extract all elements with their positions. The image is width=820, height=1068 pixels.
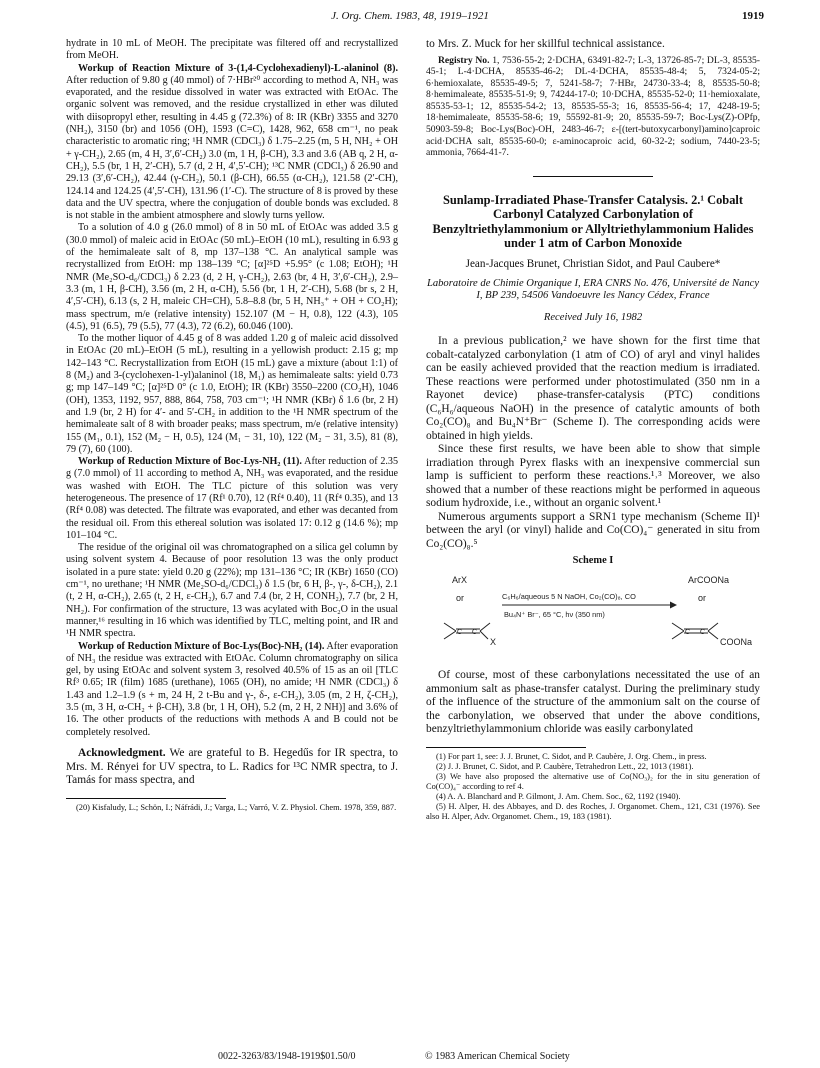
carbon-label: C bbox=[472, 629, 478, 637]
section-heading: Workup of Reduction Mixture of Boc-Lys-NH₂ (11). bbox=[78, 456, 302, 468]
left-paragraph-5 bbox=[66, 456, 398, 542]
intro-paragraph-2: Since these first results, we have been able to show that simple irradiation through Pyrex flasks with an inexpensive commercial sun lamp is sufficient to perform these reactions.¹˒³ Moreover, we also showed that a number of these reactions might be performed in aqueous sodium hydroxide, i.e., without an organic solvent.¹ bbox=[426, 443, 760, 510]
arrow-head-icon bbox=[670, 602, 677, 609]
footnote-2: (2) J. J. Brunet, C. Sidot, and P. Caubère, Tetrahedron Lett., 22, 1013 (1981). bbox=[436, 761, 694, 771]
received-date: Received July 16, 1982 bbox=[543, 311, 643, 323]
carbon-label: C bbox=[700, 629, 706, 637]
registry-heading: Registry No. bbox=[438, 54, 490, 66]
paragraph-text: After reduction of 2.35 g (7.0 mmol) of 11 according to method A, NH₃ was evaporated, and the residue was washed with EtOH. The TLC picture of this solution was very heterogeneous. The presence of 17 (Rf¹ 0.70), 12 (Rf⁴ 0.40), 11 (Rf⁴ 0.35), and 13 (Rf⁴ 0.08) was detected. The filtrate was evaporated, and ether was decanted from the residual oil. From this ethereal solution was isolated 17: 0.12 g (14.6 %); mp 101–104 °C. bbox=[66, 456, 399, 541]
footnote-20: (20) Kisfaludy, L.; Schön, I.; Náfrádi, J.; Varga, L.; Varró, V. Z. Physiol. Chem. 1978, 359, 887. bbox=[76, 802, 397, 812]
footnote-rule bbox=[66, 798, 226, 799]
article-affiliation: Laboratoire de Chimie Organique I, ERA CNRS No. 476, Université de Nancy I, BP 239, 54506 Vandoeuvre les Nancy Cédex, France bbox=[426, 277, 760, 302]
section-heading: Workup of Reaction Mixture of 3-(1,4-Cyclohexadienyl)-L-alaninol (8). bbox=[78, 62, 398, 74]
page-number: 1919 bbox=[742, 10, 764, 22]
reactant-arx: ArX bbox=[452, 575, 468, 586]
scheme-1 bbox=[426, 555, 760, 665]
vinyl-halide-structure bbox=[444, 623, 490, 639]
carbon-label: C bbox=[457, 629, 463, 637]
acknowledgment-continued: to Mrs. Z. Muck for her skillful technical assistance. bbox=[426, 38, 665, 50]
vinyl-product-structure bbox=[672, 623, 718, 639]
intro-paragraph-4: Of course, most of these carbonylations necessitated the use of an ammonium salt as phase-transfer catalyst. During the preliminary study of the influence of the structure of the ammonium salt on the course of the carbonylation, we observed that under the above conditions, benzyltriethylammonium chloride was easily carbonylated bbox=[426, 669, 760, 736]
left-paragraph-6: The residue of the original oil was chromatographed on a silica gel column by using solvent system 4. Because of poor resolution 13 was the only product isolated in a pure state: yield 0.20 g (22%); mp 131–136 °C; IR (KBr) 1650 (CO) cm⁻¹, no urethane; ¹H NMR (Me₂SO-d₆/CDCl₃) δ 1.5 (br, 6 H, β-, γ-, δ-CH₂), 2.1 (t, 2 H, α-CH₂), 2.65 (t, 2 H, ε-CH₂), 6.7 and 7.4 (br, 2 H, CONH₂), 7.7 (br, 2 H, NH₂). For confirmation of the structure, 13 was acylated with Boc₂O in the usual manner,¹⁶ resulting in 16 which was identified by TLC, melting point, and IR and ¹H NMR spectra. bbox=[66, 542, 398, 640]
vinyl-halide-x: X bbox=[490, 637, 497, 648]
vinyl-product-coona: COONa bbox=[720, 637, 753, 648]
article-title: Sunlamp-Irradiated Phase-Transfer Catalysis. 2.¹ Cobalt Carbonyl Catalyzed Carbonylation of Benzyltriethylammonium or Allyltriethylammonium Halides under 1 atm of Carbon Monoxide bbox=[432, 192, 754, 251]
scheme-title: Scheme I bbox=[572, 555, 614, 567]
conditions-top: C₆H₆/aqueous 5 N NaOH, Co₂(CO)₈, CO bbox=[502, 592, 636, 602]
intro-paragraph-1: In a previous publication,² we have shown for the first time that cobalt-catalyzed carbonylation (1 atm of CO) of aryl and vinyl halides can be easily achieved provided that the reaction medium is irradiated. These reactions were performed under photostimulated (350 nm in a Rayonet device) phase-transfer-catalysis (PTC) conditions (C₆H₆/aqueous NaOH) in the presence of catalytic amounts of both Co₂(CO)₈ and Bu₄N⁺Br⁻ (Scheme I). The corresponding acids were obtained in high yields. bbox=[426, 335, 760, 442]
scheme-diagram bbox=[426, 571, 760, 663]
footnote-5: (5) H. Alper, H. des Abbayes, and D. des Roches, J. Organomet. Chem., 121, C31 (1976). See also H. Alper, Adv. Organomet. Chem., 19, 183 (1981). bbox=[426, 801, 760, 821]
product-or: or bbox=[698, 593, 707, 604]
left-paragraph-1: hydrate in 10 mL of MeOH. The precipitate was filtered off and recrystallized from MeOH. bbox=[66, 38, 398, 62]
journal-citation: J. Org. Chem. 1983, 48, 1919–1921 bbox=[331, 10, 489, 22]
section-heading: Workup of Reduction Mixture of Boc-Lys(Boc)-NH₂ (14). bbox=[78, 640, 325, 652]
copyright: © 1983 American Chemical Society bbox=[425, 1051, 570, 1062]
acknowledgment-text: We are grateful to B. Hegedűs for IR spectra, to Mrs. M. Rényei for UV spectra, to L. Radics for ¹³C NMR spectra, to J. Tamás for mass spectra, and bbox=[66, 746, 398, 787]
carbon-label: C bbox=[685, 629, 691, 637]
acknowledgment-heading: Acknowledgment. bbox=[78, 746, 166, 759]
footnote-3: (3) We have also proposed the alternative use of Co(NO₃)₂ for the in situ generation of Co(CO)₄⁻ according to ref 4. bbox=[426, 771, 760, 791]
paragraph-text: After reduction of 9.80 g (40 mmol) of 7·HBr²⁰ according to method A, NH₃ was evaporated, and the residue dissolved in water was extracted with EtOAc. The organic solvent was removed, and the residue crystallized in ether was diluted with diisopropyl ether, resulting in 4.45 g (72.3%) of 8: IR (KBr) 3355 and 3270 (NH₂), 3150 (br) and 1056 (OH), 1593 (C=C), 1428, 962, 658 cm⁻¹, no peak characteristic to aromatic ring; ¹H NMR (CDCl₃) δ 1.75–2.25 (m, 5 H, NH₂ + OH + γ-CH₂), 2.65 (m, 4 H, 3′,6′-CH₂) 3.0 (m, 1 H, β-CH), 3.3 and 3.6 (AB q, 2 H, α-CH₂), 5.5 (br, 1 H, 2′-CH), 5.7 (d, 2 H, 4′,5′-CH); ¹³C NMR (CDCl₃) δ 26.90 and 29.13 (3′,6′-CH₂), 42.44 (γ-CH₂), 50.1 (β-CH), 66.55 (α-CH₂), 121.58 (2′-CH), 124.14 and 124.25 (4′,5′-CH), 131.96 (1′-C). The structure of 8 is proved by these data and the UV spectra, where the conjugation of double bonds was excluded. 8 is not stable in the ambient atmosphere and slowly turns yellow. bbox=[66, 74, 398, 222]
conditions-bottom: Bu₄N⁺ Br⁻, 65 °C, hν (350 nm) bbox=[504, 610, 605, 620]
acknowledgment bbox=[66, 747, 398, 788]
footnote-rule bbox=[426, 747, 586, 748]
left-paragraph-7 bbox=[66, 641, 398, 739]
registry-numbers bbox=[426, 55, 760, 159]
product-arcoona: ArCOONa bbox=[688, 575, 730, 586]
registry-text: 1, 7536-55-2; 2·DCHA, 63491-82-7; L-3, 13726-85-7; DL-3, 85535-45-1; L-4·DCHA, 85535-46-2; DL-4·DCHA, 85535-48-4; 5, 7324-05-2; 6·hemioxalate, 85535-49-5; 7, 5241-58-7; 7·HBr, 24730-33-4; 8, 85535-50-8; 8·hemimaleate, 85535-51-9; 9, 74244-17-0; 10·DCHA, 85535-52-0; 11·hemioxalate, 85535-53-1; 12, 85535-54-2; 13, 85535-55-3; 16, 85535-56-4; 17, 4248-19-5; 18·hemimaleate, 85535-58-6; 19, 55592-81-9; 20, 85535-59-7; Boc-Lys(Z)-OPfp, 50903-59-8; Boc-Lys(Boc)-OH, 2483-46-7; ε-[(tert-butoxycarbonyl)amino]caproic acid·DCHA salt, 85535-60-0; ε-aminocaproic acid, 60-32-2; sodium, 7440-23-5; ammonia, 7664-41-7. bbox=[426, 54, 760, 159]
intro-paragraph-3: Numerous arguments support a SRN1 type mechanism (Scheme II)¹ between the aryl (or vinyl) halide and Co(CO)₄⁻ generated in situ from Co₂(CO)₈.⁵ bbox=[426, 510, 760, 550]
left-paragraph-3: To a solution of 4.0 g (26.0 mmol) of 8 in 50 mL of EtOAc was added 3.5 g (30.0 mmol) of maleic acid in EtOAc (50 mL)–EtOH (10 mL), resulting in 6.93 g of the hemimaleate salt of 8, mp 137–138 °C. An analytical sample was recrystallized from EtOH: mp 138–139 °C; [α]²⁵D +5.95° (c 1.08; EtOH); ¹H NMR (Me₂SO-d₆/CDCl₃) δ 2.23 (d, 2 H, γ-CH₂), 2.63 (br, 4 H, 3′,6′-CH₂), 2.9–3.3 (m, 1 H, β-CH), 3.56 (m, 2 H, α-CH), 5.56 (br, 1 H, 2′-CH), 5.68 (br s, 2 H, 4′,5′-CH), 6.13 (s, 2 H, maleic CH=CH), 5.8–8.8 (br, 5 H, NH₃⁺ + OH + CO₂H); mass spectrum, m/e (relative intensity) 152.107 (M − H, 0.8), 122 (4.3), 105 (4.5), 91 (6.5), 79 (5.5), 77 (4.3), 72 (6.2), 60.046 (100). bbox=[66, 222, 398, 332]
article-authors: Jean-Jacques Brunet, Christian Sidot, and Paul Caubere* bbox=[465, 258, 721, 271]
footnote-1: (1) For part 1, see: J. J. Brunet, C. Sidot, and P. Caubère, J. Org. Chem., in press. bbox=[436, 751, 707, 761]
reactant-or: or bbox=[456, 593, 465, 604]
footnote-4: (4) A. A. Blanchard and P. Gilmont, J. Am. Chem. Soc., 62, 1192 (1940). bbox=[436, 791, 681, 801]
article-code: 0022-3263/83/1948-1919$01.50/0 bbox=[218, 1051, 356, 1062]
left-paragraph-4: To the mother liquor of 4.45 g of 8 was added 1.20 g of maleic acid dissolved in EtOAc (20 mL)–EtOH (5 mL), resulting in a yellowish product: 2.15 g; mp 142–143 °C. Recrystallization from EtOH (15 mL) gave a mixture (about 1:1) of 8 (M₂) and 3-(cyclohexen-1-yl)alaninol (18, M₁) as hemimaleate salts: yield 0.73 g; mp 147–149 °C; [α]²⁵D 0° (c 1.0, EtOH); IR (KBr) 3550–2200 (CO₂H), 1046 (OH), 1353, 1192, 957, 888, 864, 758, 703 cm⁻¹; ¹H NMR (KBr) δ 1.6 (br, 2 H) and 1.9 (br, 2 H) for 4′- and 5′-CH₂ in addition to the ¹H NMR spectrum of the hemimaleate salt of 8 with broader peaks; mass spectrum, m/e (relative intensity) 155 (M₁, 0.1), 152 (M₂ − H, 0.5), 124 (M₁ − 31, 10), 122 (M₂ − 31, 3.5), 81 (8), 79 (7), 60 (100). bbox=[66, 333, 398, 455]
right-column bbox=[426, 38, 760, 822]
left-paragraph-2 bbox=[66, 63, 398, 223]
left-column bbox=[66, 38, 398, 813]
paragraph-text: After evaporation of NH₃ the residue was extracted with EtOAc. Column chromatography on silica gel, by using EtOAc and solvent system 3, resolved 40.5% of 15 as an oil [TLC Rf³ 0.65; IR (film) 1685 (urethane), 1065 (OH), no amide; ¹H NMR (CDCl₃) δ 1.43 and 1.2–1.9 (s + m, 24 H, 2 t-Bu and γ-, δ-, ε-CH₂), 3.05 (m, 2 H, ζ-CH₂), 3.5 (m, 3 H, α-CH₂ + β-CH), 3.8 (br, 1 H, OH), 5.2 (m, 2 H, 2 NH)] and 3.6% of 16. The other products of the reductions with methods A and B could not be completely resolved. bbox=[66, 640, 398, 738]
article-separator bbox=[533, 176, 653, 177]
